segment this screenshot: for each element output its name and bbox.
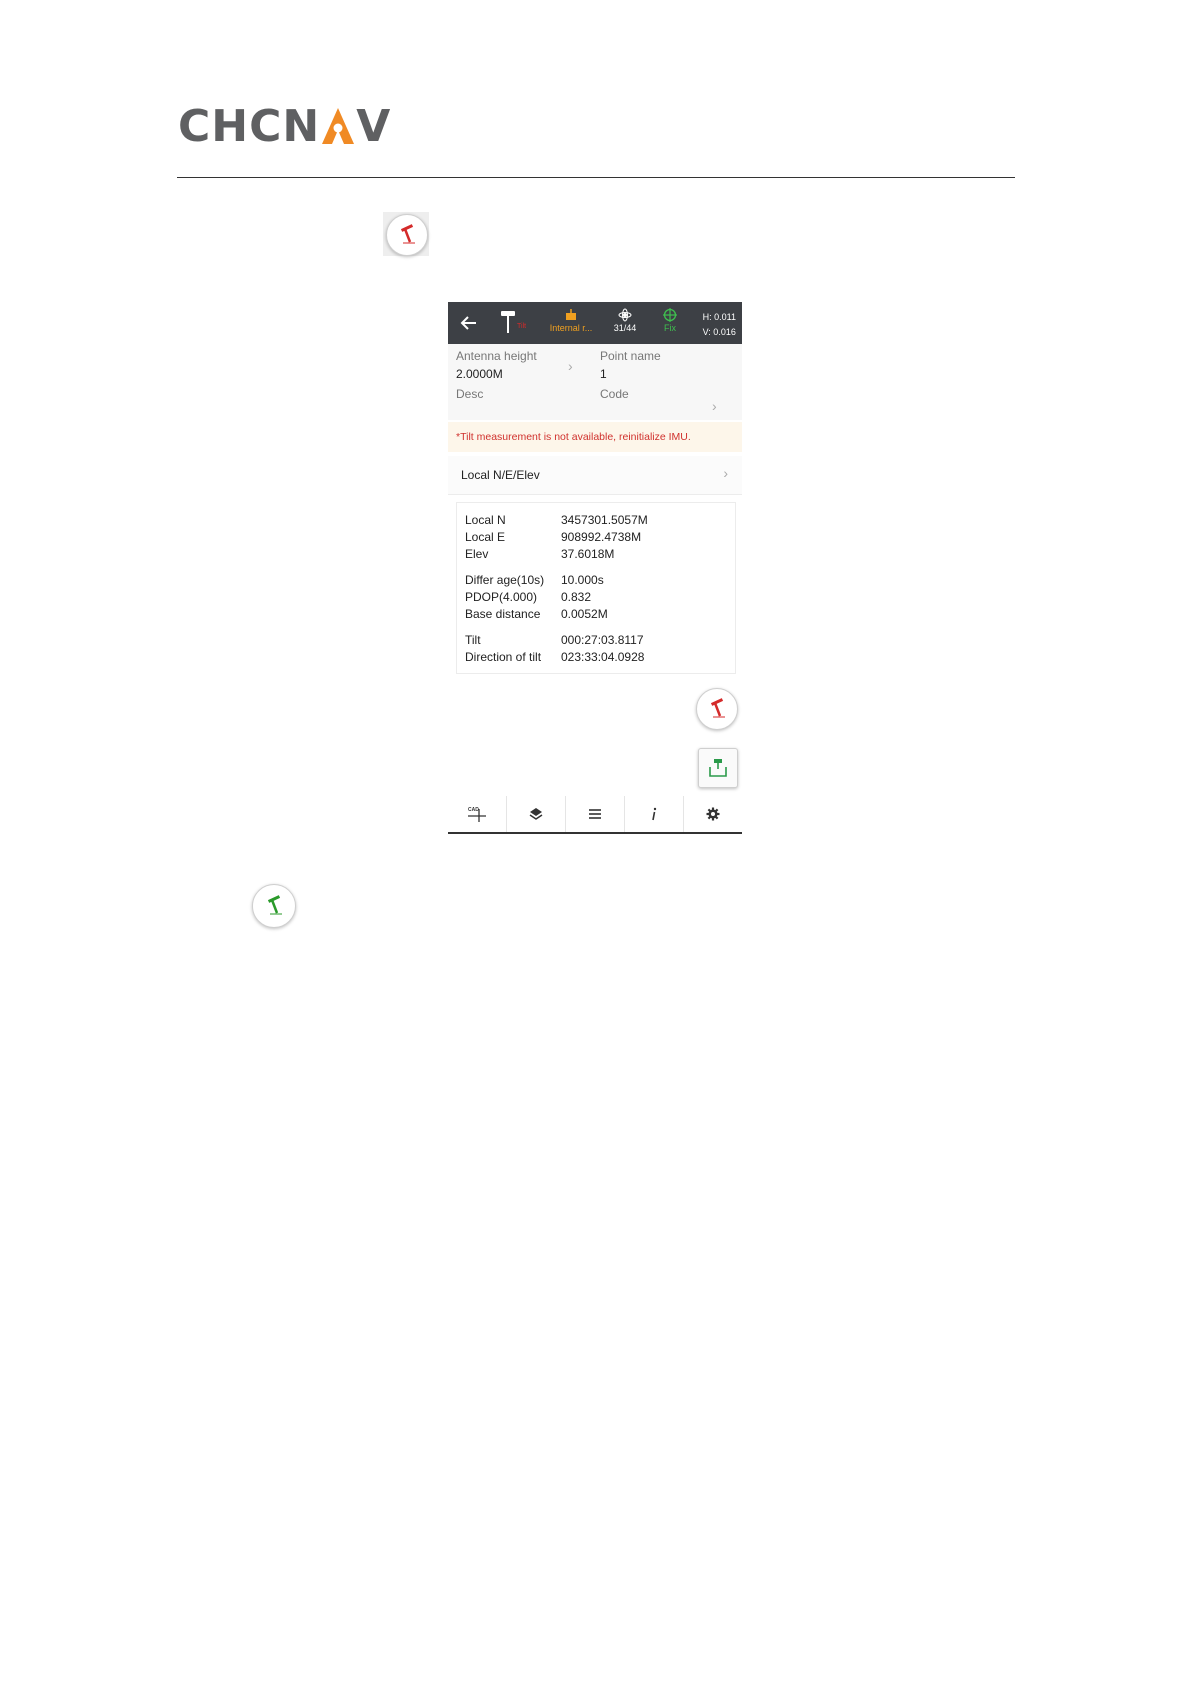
menu-icon — [588, 808, 602, 820]
satellite-icon — [618, 308, 632, 322]
receiver-pole-icon — [500, 310, 530, 334]
tilt-toggle-button[interactable] — [696, 688, 738, 730]
satellite-status[interactable] — [610, 308, 640, 334]
chevron-right-icon[interactable]: › — [712, 398, 717, 414]
tilt-red-icon — [704, 696, 730, 722]
info-button[interactable] — [625, 796, 684, 832]
header-divider — [177, 177, 1015, 178]
svg-text:Tilt: Tilt — [517, 323, 527, 330]
chevron-right-icon: › — [723, 465, 728, 481]
datalink-status[interactable] — [548, 308, 594, 334]
precision-readout — [703, 310, 736, 340]
logo-a-mark — [321, 106, 355, 146]
svg-text:CAD: CAD — [468, 807, 479, 813]
bottom-toolbar — [448, 796, 742, 834]
point-name-label: Point name — [600, 349, 661, 363]
layers-icon — [529, 807, 543, 821]
solution-status[interactable] — [660, 308, 680, 334]
radio-icon — [564, 308, 578, 322]
position-info-card: Local N 3457301.5057M Local E 908992.4738M Elev 37.6018M Differ age(10s) 10.000s PDOP(4.000) 0.832 Base distance 0.0052M Tilt 000:27:03.8117 Direction of tilt 023:33:04.0928 — [456, 502, 736, 674]
datalink-label: Internal r... — [549, 323, 593, 333]
antenna-height-value[interactable]: 2.0000M — [456, 367, 503, 381]
v-precision: V: 0.016 — [702, 327, 736, 337]
settings-button[interactable] — [684, 796, 742, 832]
solution-label: Fix — [664, 323, 676, 333]
imu-warning: *Tilt measurement is not available, reinitialize IMU. — [448, 422, 742, 452]
chcnav-logo — [178, 100, 392, 152]
status-bar — [448, 302, 742, 344]
tilt-green-icon — [252, 884, 296, 928]
app-screenshot — [448, 302, 742, 833]
code-field[interactable]: Code — [600, 387, 629, 401]
chevron-right-icon[interactable]: › — [568, 358, 573, 374]
antenna-height-label: Antenna height — [456, 349, 537, 363]
receiver-status[interactable] — [500, 310, 530, 335]
layers-button[interactable] — [507, 796, 566, 832]
h-precision: H: 0.011 — [702, 312, 736, 322]
tilt-red-icon — [386, 214, 428, 256]
survey-point-icon — [707, 757, 729, 779]
info-icon — [649, 807, 659, 821]
coordinate-type-selector[interactable] — [448, 456, 742, 495]
coordinate-type-label: Local N/E/Elev — [461, 468, 540, 482]
cad-button[interactable] — [448, 796, 507, 832]
menu-button[interactable] — [566, 796, 625, 832]
crosshair-icon — [663, 308, 677, 322]
logo-text-right: V — [356, 100, 392, 152]
point-name-input[interactable]: 1 — [600, 367, 607, 381]
logo-text-left: CHCN — [178, 100, 321, 152]
desc-field[interactable]: Desc — [456, 387, 484, 401]
arrow-left-icon[interactable] — [460, 314, 478, 332]
survey-fields — [448, 344, 742, 420]
satellite-count: 31/44 — [613, 323, 637, 333]
cad-icon — [467, 805, 487, 823]
survey-point-button[interactable] — [698, 748, 738, 788]
gear-icon — [706, 807, 720, 821]
